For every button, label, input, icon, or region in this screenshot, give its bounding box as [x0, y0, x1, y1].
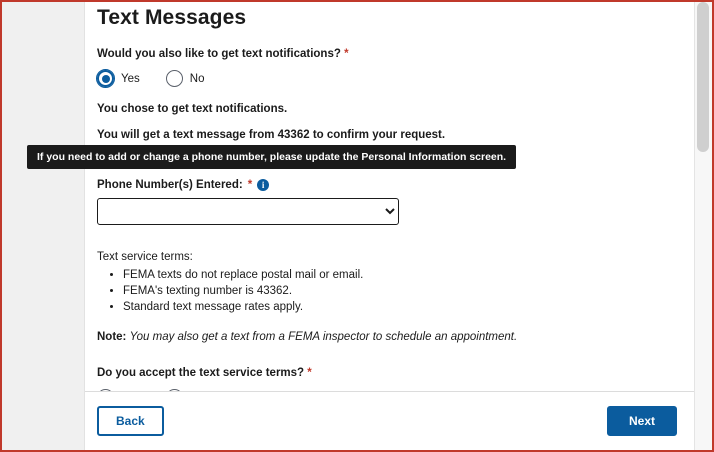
terms-heading: Text service terms: — [97, 251, 193, 263]
terms-list — [97, 269, 679, 313]
statement-chose-text: You chose to get text notifications. — [97, 103, 288, 115]
page-title: Text Messages — [97, 6, 247, 29]
scrollbar-thumb[interactable] — [697, 2, 709, 152]
phone-select-wrap — [97, 198, 399, 225]
accept-question-required: * — [307, 367, 312, 379]
statement-confirm-text: You will get a text message from 43362 to confirm your request. — [97, 129, 446, 141]
notify-question-label — [97, 48, 679, 60]
radio-no-icon[interactable] — [166, 70, 183, 87]
left-gutter — [2, 2, 85, 450]
phone-field-label — [97, 179, 679, 191]
list-item: • FEMA texts do not replace postal mail or email. — [123, 269, 679, 281]
terms-note — [97, 331, 679, 343]
notify-radio-yes[interactable] — [97, 70, 140, 87]
accept-question-text: Do you accept the text service terms? — [97, 367, 305, 379]
phone-field-label-text: Phone Number(s) Entered: — [97, 179, 243, 191]
list-item: • FEMA's texting number is 43362. — [123, 285, 679, 297]
notify-radio-no-label: No — [189, 72, 205, 85]
notify-radio-no[interactable] — [166, 70, 205, 87]
terms-note-label: Note: — [97, 331, 127, 343]
phone-number-select[interactable] — [97, 198, 399, 225]
radio-yes-icon[interactable] — [97, 70, 114, 87]
next-button[interactable]: Next — [607, 406, 677, 436]
phone-field-required: * — [247, 179, 253, 191]
tooltip-phone-update: If you need to add or change a phone number, please update the Personal Information screen. — [27, 145, 516, 169]
list-item: • Standard text message rates apply. — [123, 301, 679, 313]
notify-radio-group — [97, 70, 679, 87]
info-icon[interactable]: i — [257, 179, 269, 191]
main-content — [85, 2, 695, 450]
form-footer — [85, 391, 695, 450]
notify-question-required: * — [344, 48, 349, 60]
notify-question-text: Would you also like to get text notifications? — [97, 48, 341, 60]
scrollbar[interactable] — [694, 2, 712, 450]
terms-note-text: You may also get a text from a FEMA inspector to schedule an appointment. — [129, 331, 518, 343]
back-button[interactable]: Back — [97, 406, 164, 436]
accept-question-label — [97, 367, 679, 379]
notify-radio-yes-label: Yes — [121, 72, 140, 85]
